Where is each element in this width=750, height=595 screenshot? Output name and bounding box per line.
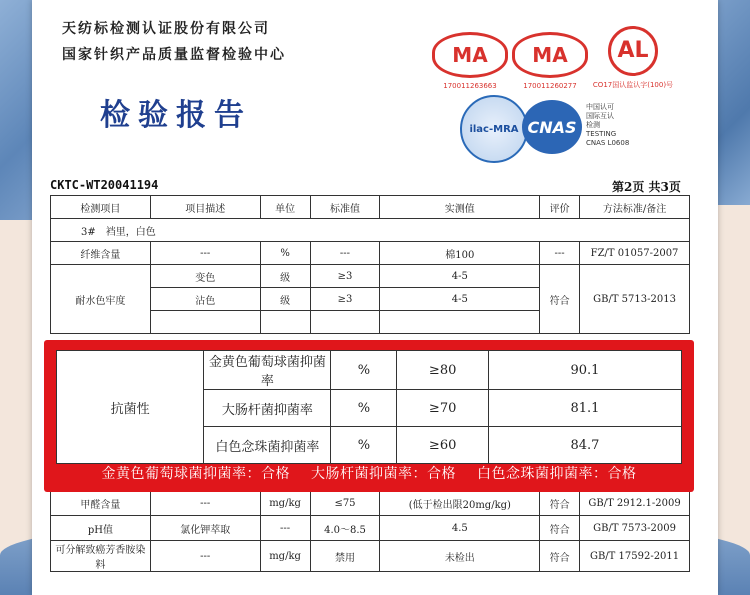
table-cell: % xyxy=(260,242,310,265)
table-cell: --- xyxy=(260,516,310,541)
cal-badge xyxy=(588,26,678,90)
table-cell: % xyxy=(331,427,397,464)
table-cell: 氯化钾萃取 xyxy=(150,516,260,541)
ilac-mra-logo-icon: ilac-MRA xyxy=(460,95,528,163)
table-cell: ≥60 xyxy=(397,427,488,464)
table-cell: mg/kg xyxy=(260,541,310,572)
table-cell: 未检出 xyxy=(380,541,540,572)
summary-staph: 金黄色葡萄球菌抑菌率：合格 xyxy=(101,466,291,482)
summary-ecoli: 大肠杆菌抑菌率：合格 xyxy=(311,466,456,482)
table-row xyxy=(51,491,690,516)
results-table-top xyxy=(50,195,690,334)
cal-seal-icon: AL xyxy=(608,26,658,76)
header-cell: 标准值 xyxy=(310,196,380,219)
table-cell: mg/kg xyxy=(260,491,310,516)
header-cell: 单位 xyxy=(260,196,310,219)
table-cell: pH值 xyxy=(51,516,151,541)
table-cell: 4-5 xyxy=(380,288,540,311)
table-cell: 可分解致癌芳香胺染料 xyxy=(51,541,151,572)
table-cell: FZ/T 01057-2007 xyxy=(580,242,690,265)
table-cell: 4.5 xyxy=(380,516,540,541)
cma-badge-1 xyxy=(432,32,508,90)
table-row xyxy=(51,242,690,265)
table-cell: 耐水色牢度 xyxy=(51,265,151,334)
antibacterial-label: 抗菌性 xyxy=(57,351,204,464)
cma-number: 170011263663 xyxy=(443,82,497,90)
table-cell: ≥80 xyxy=(397,351,488,390)
table-row xyxy=(51,265,690,288)
table-cell: GB/T 2912.1-2009 xyxy=(580,491,690,516)
cal-number: CO17国认监认字(100)号 xyxy=(592,81,674,89)
report-number: CKTC-WT20041194 xyxy=(50,178,159,192)
table-cell: 84.7 xyxy=(488,427,681,464)
results-table-bottom xyxy=(50,490,690,572)
table-cell xyxy=(150,311,260,334)
table-cell: --- xyxy=(150,242,260,265)
table-cell: --- xyxy=(150,491,260,516)
table-cell: (低于检出限20mg/kg) xyxy=(380,491,540,516)
table-cell: 级 xyxy=(260,288,310,311)
table-cell: 符合 xyxy=(540,541,580,572)
table-cell: 棉100 xyxy=(380,242,540,265)
org-name: 天纺标检测认证股份有限公司 xyxy=(62,21,270,37)
cma-seal-icon: MA xyxy=(432,32,508,78)
table-cell: --- xyxy=(540,242,580,265)
cma-number: 170011260277 xyxy=(523,82,577,90)
table-cell: 禁用 xyxy=(310,541,380,572)
cnas-logo-icon: CNAS xyxy=(522,100,582,154)
table-cell: 级 xyxy=(260,265,310,288)
table-cell: 纤维含量 xyxy=(51,242,151,265)
header-cell: 实测值 xyxy=(380,196,540,219)
header-cell: 方法标准/备注 xyxy=(580,196,690,219)
table-row xyxy=(51,516,690,541)
page-info: 第2页 共3页 xyxy=(612,180,681,194)
header-cell: 项目描述 xyxy=(150,196,260,219)
table-cell: 白色念珠菌抑菌率 xyxy=(204,427,331,464)
table-cell: 符合 xyxy=(540,491,580,516)
table-row xyxy=(51,219,690,242)
cma-seal-icon: MA xyxy=(512,32,588,78)
org-center-name: 国家针织产品质量监督检验中心 xyxy=(62,47,286,63)
table-cell: ≤75 xyxy=(310,491,380,516)
table-cell: ≥3 xyxy=(310,288,380,311)
cma-badge-2 xyxy=(512,32,588,90)
table-cell: GB/T 17592-2011 xyxy=(580,541,690,572)
table-cell: --- xyxy=(310,242,380,265)
table-cell xyxy=(260,311,310,334)
antibacterial-table xyxy=(56,350,682,464)
table-cell: 符合 xyxy=(540,516,580,541)
table-cell: 大肠杆菌抑菌率 xyxy=(204,390,331,427)
table-cell: 甲醛含量 xyxy=(51,491,151,516)
header-cell: 评价 xyxy=(540,196,580,219)
table-header-row xyxy=(51,196,690,219)
table-row xyxy=(57,351,682,390)
table-cell: % xyxy=(331,390,397,427)
table-cell: GB/T 5713-2013 xyxy=(580,265,690,334)
cnas-accreditation-text: 中国认可 国际互认 检测 TESTING CNAS L0608 xyxy=(586,103,630,147)
report-title: 检验报告 xyxy=(100,98,252,133)
table-cell xyxy=(380,311,540,334)
antibacterial-summary xyxy=(44,463,694,483)
table-cell: 90.1 xyxy=(488,351,681,390)
table-cell: 4.0～8.5 xyxy=(310,516,380,541)
table-cell: % xyxy=(331,351,397,390)
summary-candida: 白色念珠菌抑菌率：合格 xyxy=(476,466,637,482)
table-cell: 沾色 xyxy=(150,288,260,311)
table-cell: 符合 xyxy=(540,265,580,334)
table-cell: 金黄色葡萄球菌抑菌率 xyxy=(204,351,331,390)
table-cell xyxy=(310,311,380,334)
table-cell: 81.1 xyxy=(488,390,681,427)
table-cell: --- xyxy=(150,541,260,572)
table-cell: GB/T 7573-2009 xyxy=(580,516,690,541)
header-cell: 检测项目 xyxy=(51,196,151,219)
table-row xyxy=(51,541,690,572)
table-cell: 4-5 xyxy=(380,265,540,288)
section-label: 3# 裆里，白色 xyxy=(51,219,690,242)
table-cell: ≥70 xyxy=(397,390,488,427)
table-cell: 变色 xyxy=(150,265,260,288)
table-cell: ≥3 xyxy=(310,265,380,288)
